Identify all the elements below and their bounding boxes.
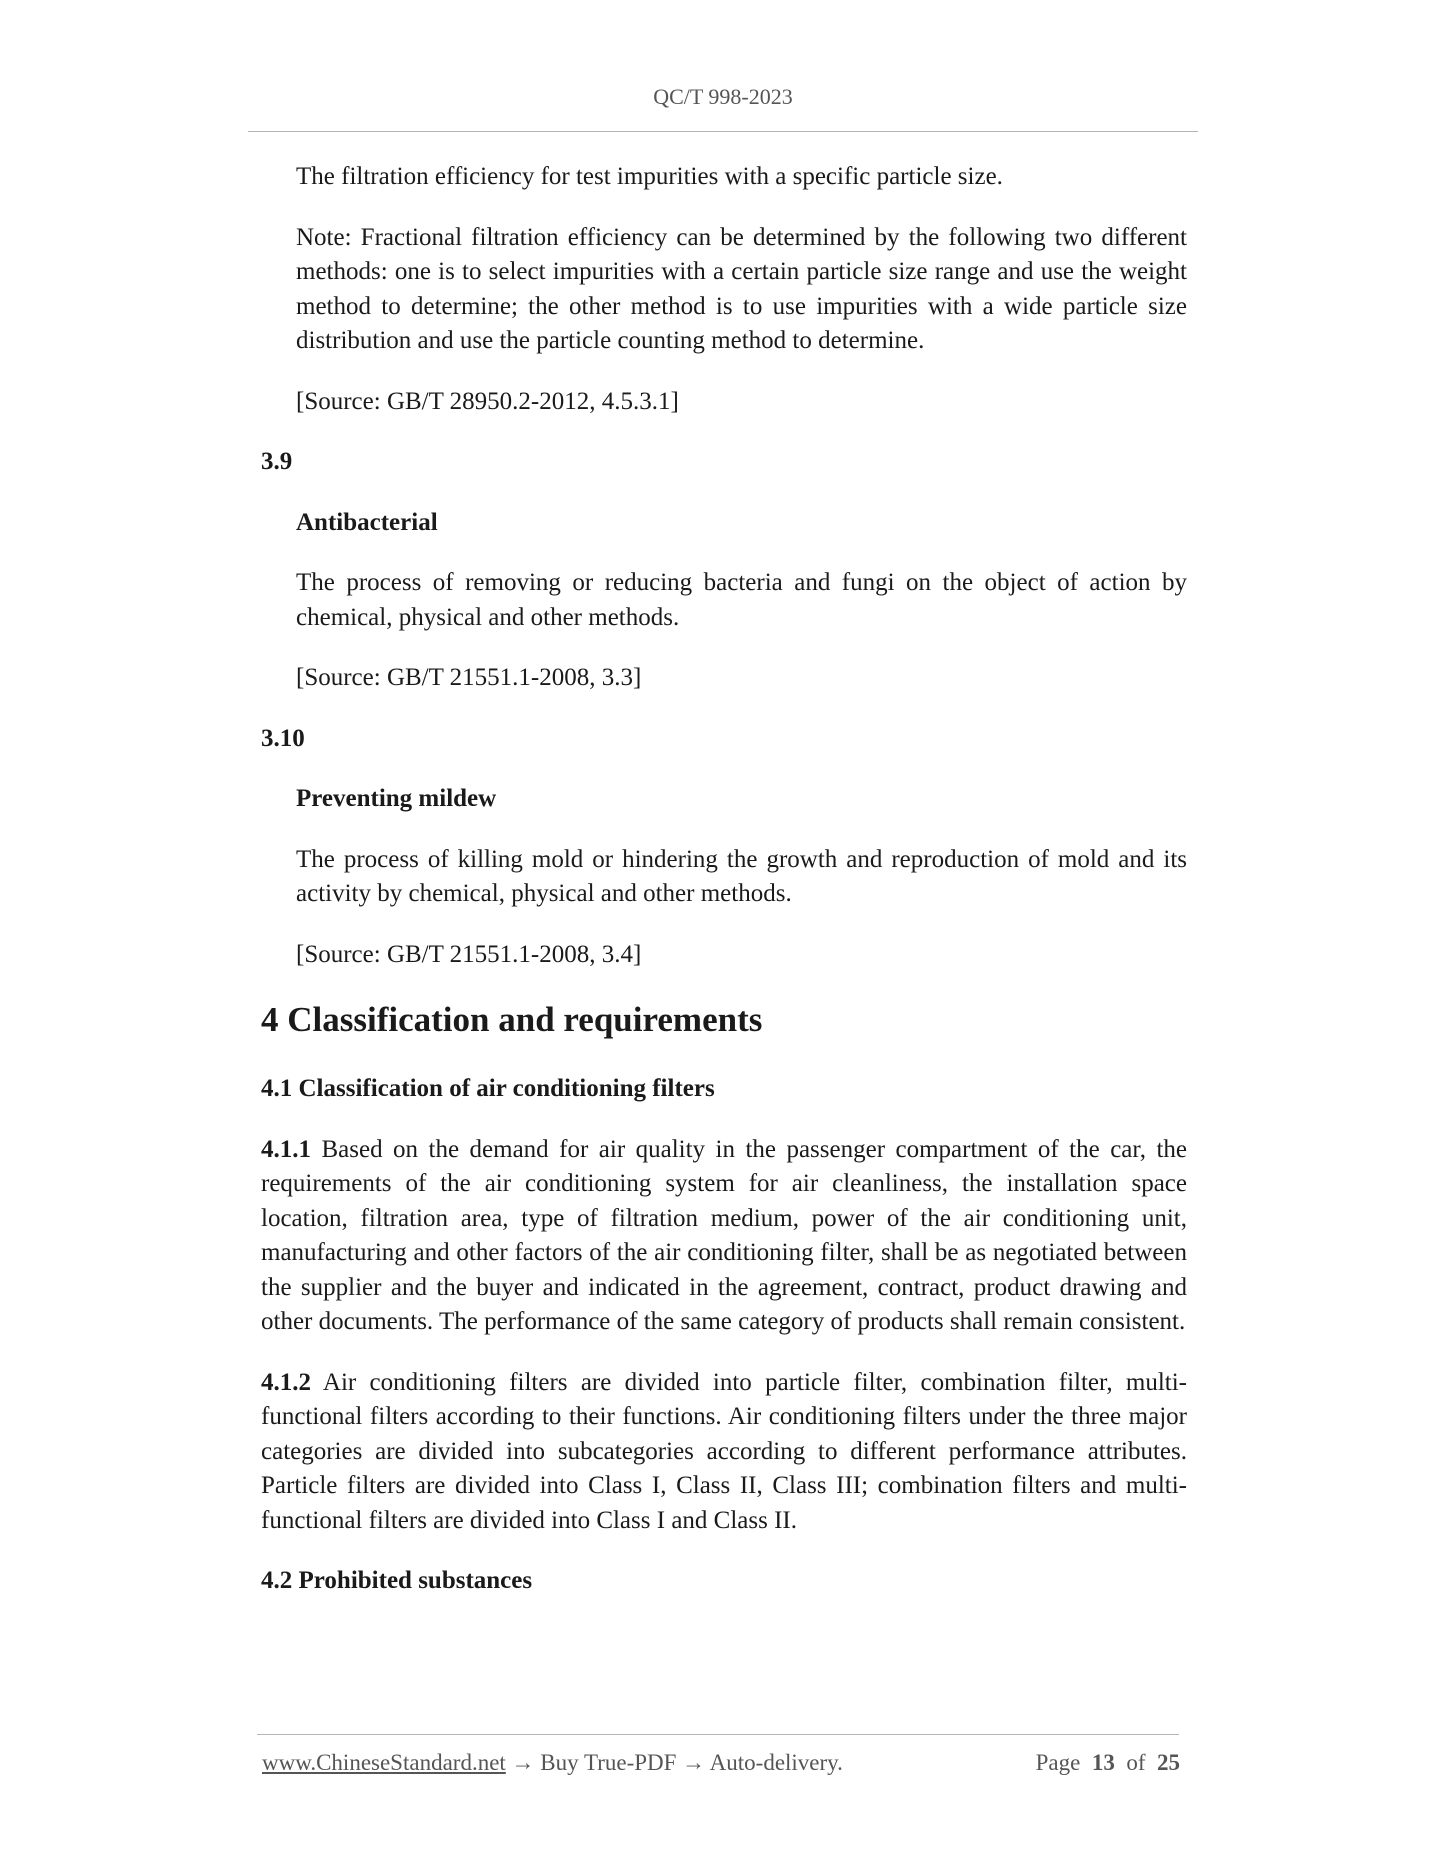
section-number-3-9: 3.9 xyxy=(261,448,293,475)
page-footer xyxy=(262,1750,1180,1776)
page-total: 25 xyxy=(1157,1750,1180,1775)
source-reference-3-10: [Source: GB/T 21551.1-2008, 3.4] xyxy=(296,940,642,968)
source-reference-3-9: [Source: GB/T 21551.1-2008, 3.3] xyxy=(296,664,642,691)
definition-antibacterial: The process of removing or reducing bacteria and fungi on the object of action by chemical, physical and other methods. xyxy=(296,569,1187,631)
footer-divider xyxy=(257,1734,1179,1735)
term-antibacterial: Antibacterial xyxy=(296,508,438,536)
page-label: Page xyxy=(1035,1750,1081,1775)
clause-4-1-1 xyxy=(261,1133,1187,1340)
section-heading-4-2: 4.2 Prohibited substances xyxy=(261,1567,533,1594)
footer-cta-text: → Buy True-PDF → Auto-delivery. xyxy=(505,1750,843,1775)
clause-text-4-1-2: Air conditioning filters are divided into particle filter, combination filter, multi-functional filters according to their functions. Air conditioning filters under the three major categories are divided into subcategories according to different performance attributes. Particle filters are divided into Class I, Class II, Class III; combination filters and multi-functional filters are divided into Class I and Class II. xyxy=(261,1368,1187,1534)
note-paragraph: Note: Fractional filtration efficiency can be determined by the following two different methods: one is to select impurities with a certain particle size range and use the weight method to determine; the other method is to use impurities with a wide particle size distribution and use the particle counting method to determine. xyxy=(296,223,1187,354)
section-heading-4-1: 4.1 Classification of air conditioning filters xyxy=(261,1075,715,1102)
clause-4-1-2 xyxy=(261,1366,1187,1539)
page-indicator xyxy=(1036,1750,1180,1776)
definition-preventing-mildew: The process of killing mold or hindering the growth and reproduction of mold and its activity by chemical, physical and other methods. xyxy=(296,845,1187,907)
section-number-3-10: 3.10 xyxy=(261,724,305,752)
document-header-code: QC/T 998-2023 xyxy=(653,84,793,109)
clause-text-4-1-1: Based on the demand for air quality in the passenger compartment of the car, the requirements of the air conditioning system for air cleanliness, the installation space location, filtration area, type of filtration medium, power of the air conditioning unit, manufacturing and other factors of the air conditioning filter, shall be as negotiated between the supplier and the buyer and indicated in the agreement, contract, product drawing and other documents. The performance of the same category of products shall remain consistent. xyxy=(261,1135,1187,1335)
of-label: of xyxy=(1126,1750,1146,1775)
header-divider xyxy=(248,131,1198,132)
website-link[interactable]: www.ChineseStandard.net xyxy=(262,1750,506,1775)
chapter-heading-4: 4 Classification and requirements xyxy=(261,1000,763,1039)
page-body xyxy=(261,160,1187,1625)
footer-left xyxy=(262,1750,843,1776)
source-reference: [Source: GB/T 28950.2-2012, 4.5.3.1] xyxy=(296,387,679,415)
definition-text: The filtration efficiency for test impurities with a specific particle size. xyxy=(296,163,1003,190)
clause-number-4-1-1: 4.1.1 xyxy=(261,1135,311,1163)
term-preventing-mildew: Preventing mildew xyxy=(296,785,497,812)
page-number: 13 xyxy=(1091,1750,1115,1775)
clause-number-4-1-2: 4.1.2 xyxy=(261,1368,311,1396)
